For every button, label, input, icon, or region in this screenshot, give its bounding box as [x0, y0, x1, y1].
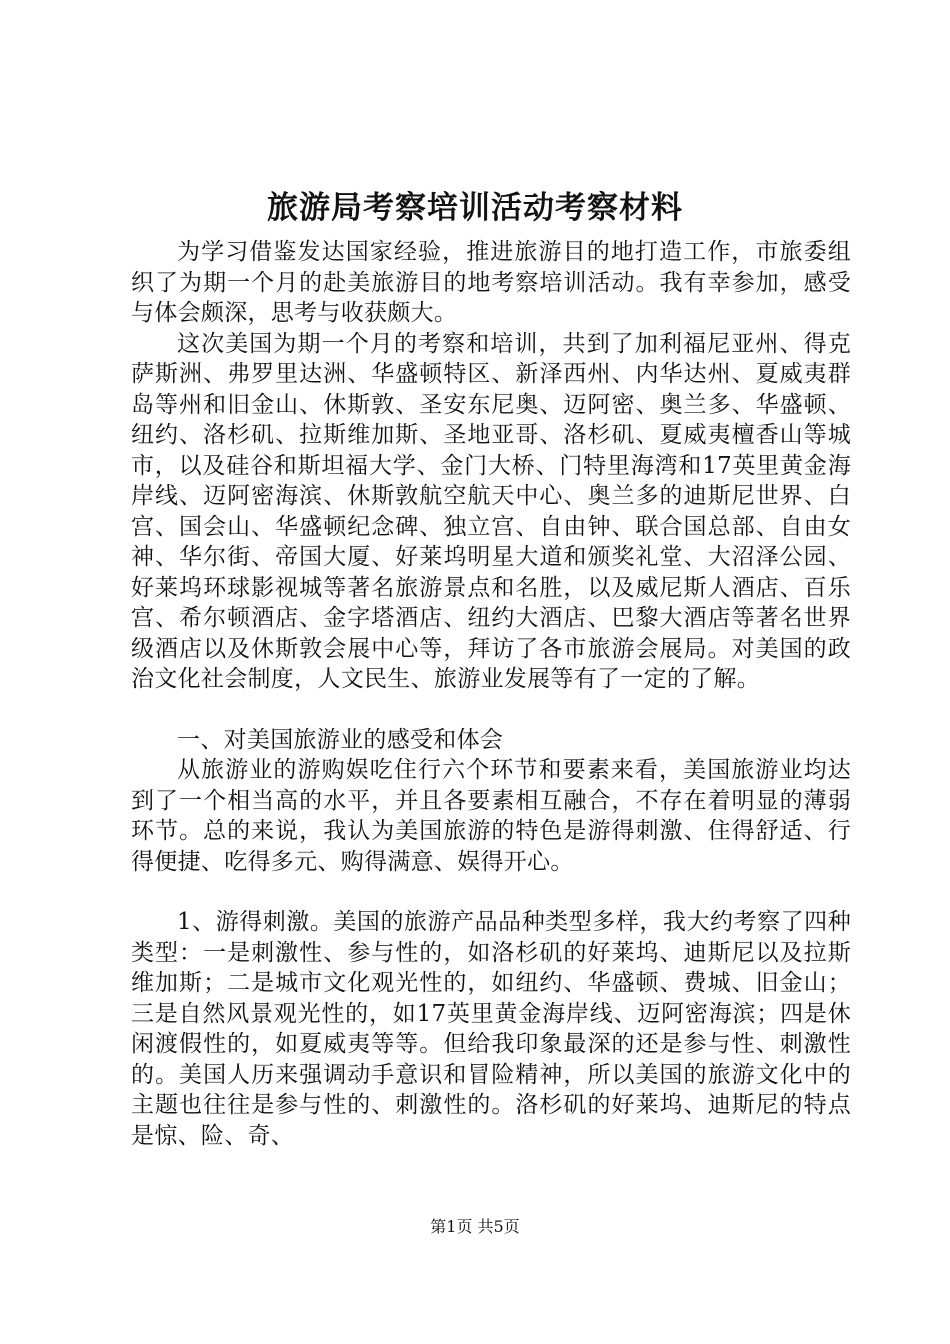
paragraph-intro: 为学习借鉴发达国家经验，推进旅游目的地打造工作，市旅委组织了为期一个月的赴美旅游目的地考察培训活动。我有幸参加，感受与体会颇深，思考与收获颇大。 — [131, 239, 851, 326]
document-title: 旅游局考察培训活动考察材料 — [267, 190, 683, 226]
page-footer: 第1页 共5页 — [430, 1217, 520, 1236]
paragraph-spacer — [131, 877, 851, 907]
paragraph-overview: 从旅游业的游购娱吃住行六个环节和要素来看，美国旅游业均达到了一个相当高的水平，并且各要素相互融合，不存在着明显的薄弱环节。总的来说，我认为美国旅游的特色是游得刺激、住得舒适、行得便捷、吃得多元、购得满意、娱得开心。 — [131, 757, 851, 875]
document-body — [131, 237, 851, 1151]
paragraph-itinerary: 这次美国为期一个月的考察和培训，共到了加利福尼亚州、得克萨斯洲、弗罗里达洲、华盛顿特区、新泽西州、内华达州、夏威夷群岛等州和旧金山、休斯敦、圣安东尼奥、迈阿密、奥兰多、华盛顿、纽约、洛杉矶、拉斯维加斯、圣地亚哥、洛杉矶、夏威夷檀香山等城市，以及硅谷和斯坦福大学、金门大桥、门特里海湾和17英里黄金海岸线、迈阿密海滨、休斯敦航空航天中心、奥兰多的迪斯尼世界、白宫、国会山、华盛顿纪念碑、独立宫、自由钟、联合国总部、自由女神、华尔街、帝国大厦、好莱坞明星大道和颁奖礼堂、大沼泽公园、好莱坞环球影视城等著名旅游景点和名胜，以及威尼斯人酒店、百乐宫、希尔顿酒店、金字塔酒店、纽约大酒店、巴黎大酒店等著名世界级酒店以及休斯敦会展中心等，拜访了各市旅游会展局。对美国的政治文化社会制度，人文民生、旅游业发展等有了一定的了解。 — [131, 330, 851, 692]
paragraph-spacer — [131, 695, 851, 725]
paragraph-point-1: 1、游得刺激。美国的旅游产品品种类型多样，我大约考察了四种类型：一是刺激性、参与性的，如洛杉矶的好莱坞、迪斯尼以及拉斯维加斯；二是城市文化观光性的，如纽约、华盛顿、费城、旧金山；三是自然风景观光性的，如17英里黄金海岸线、迈阿密海滨；四是休闲渡假性的，如夏威夷等等。但给我印象最深的还是参与性、刺激性的。美国人历来强调动手意识和冒险精神，所以美国的旅游文化中的主题也往往是参与性的、刺激性的。洛杉矶的好莱坞、迪斯尼的特点是惊、险、奇、 — [131, 909, 851, 1149]
section-heading-1: 一、对美国旅游业的感受和体会 — [177, 726, 504, 753]
